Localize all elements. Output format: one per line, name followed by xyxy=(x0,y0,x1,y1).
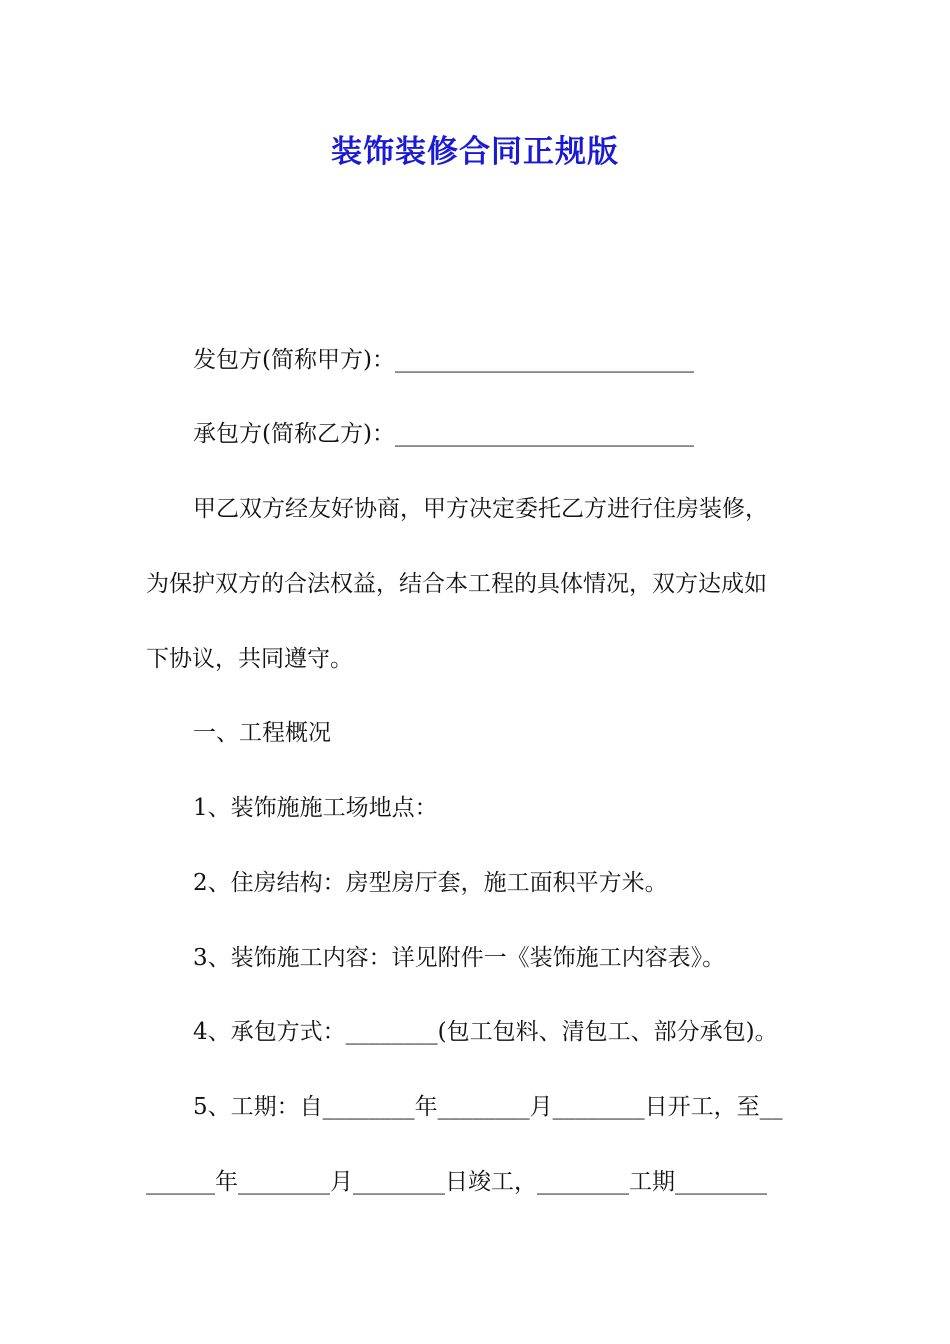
document-title: 装饰装修合同正规版 xyxy=(331,134,619,170)
clause-item: 1、装饰施施工场地点： xyxy=(193,795,438,821)
clause-item: 2、住房结构：房型房厅套，施工面积平方米。 xyxy=(193,870,668,896)
party-b-line: 承包方(简称乙方)：__________________________ xyxy=(193,421,694,447)
party-a-line: 发包方(简称甲方)：__________________________ xyxy=(193,347,694,373)
clause-item: 5、工期：自________年________月________日开工，至__ xyxy=(193,1094,783,1120)
clause-item: 4、承包方式：________(包工包料、清包工、部分承包)。 xyxy=(193,1019,778,1045)
paragraph-line: 甲乙双方经友好协商，甲方决定委托乙方进行住房装修， xyxy=(193,496,768,522)
section-heading: 一、工程概况 xyxy=(193,720,331,746)
clause-item: 3、装饰施工内容：详见附件一《装饰施工内容表》。 xyxy=(193,945,726,971)
paragraph-line: 为保护双方的合法权益，结合本工程的具体情况，双方达成如 xyxy=(146,571,767,597)
clause-item-continuation: ______年________月________日竣工，________工期________ xyxy=(146,1169,767,1195)
paragraph-line: 下协议，共同遵守。 xyxy=(146,646,353,672)
